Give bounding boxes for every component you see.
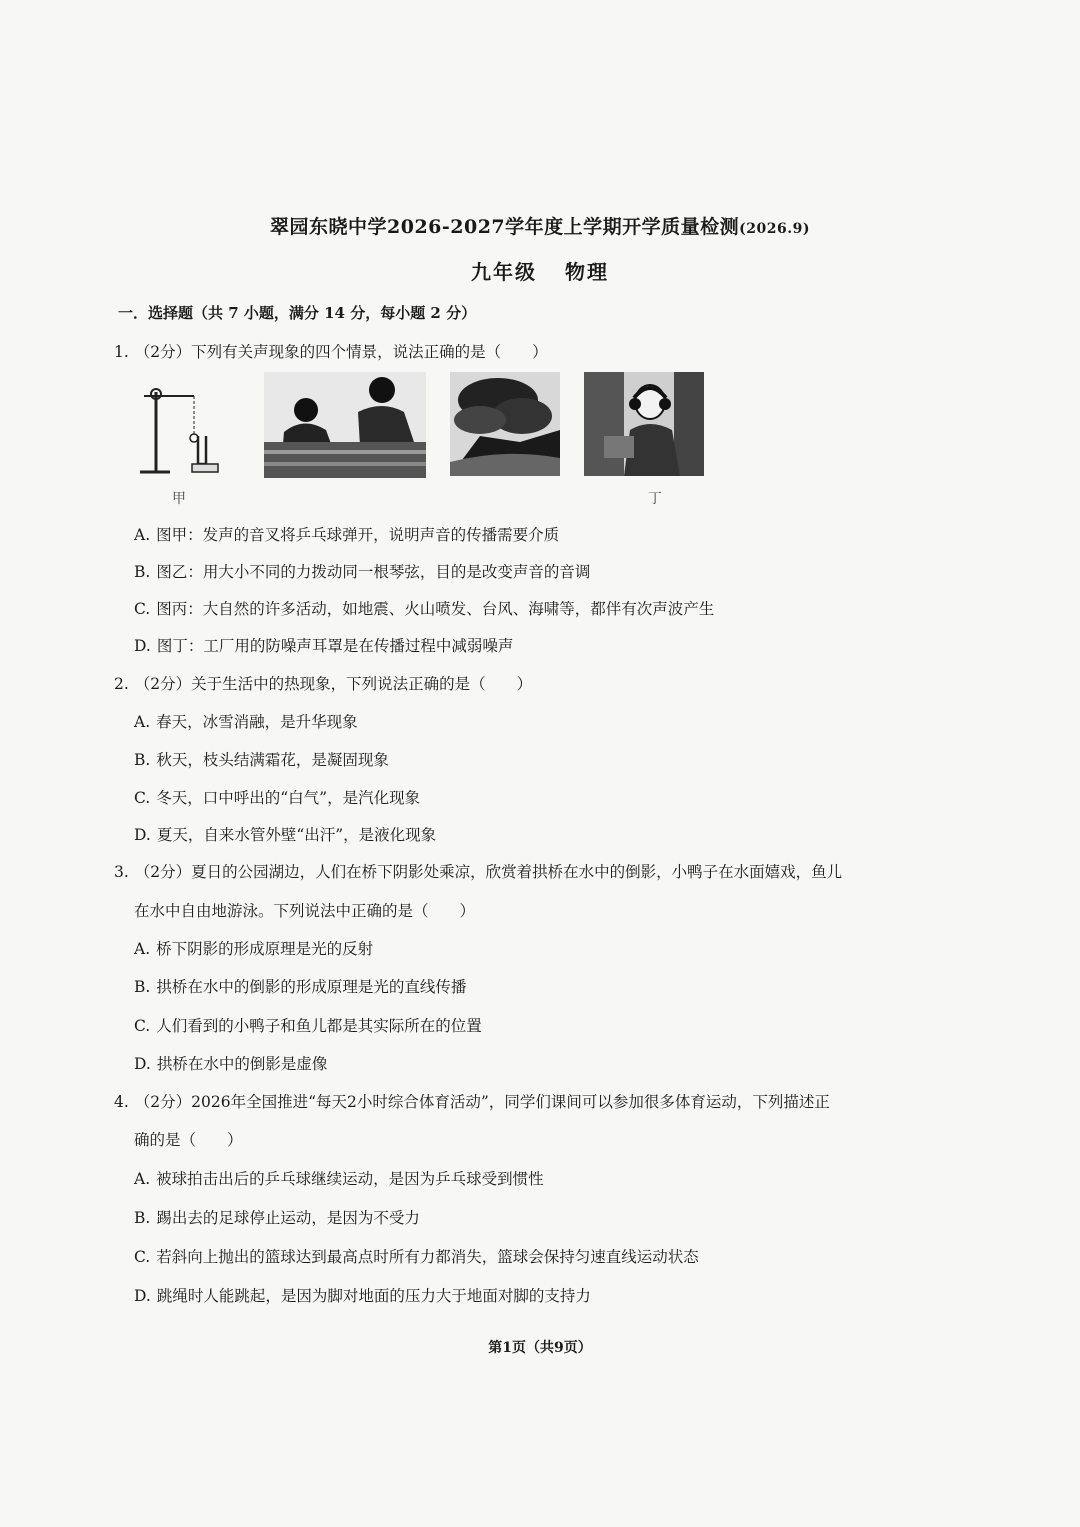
option-text: 图乙：用大小不同的力拨动同一根琴弦，目的是改变声音的音调 xyxy=(156,563,591,581)
tuning-fork-figure xyxy=(134,372,234,482)
option-label: A. xyxy=(134,1170,151,1188)
question-stem: （2分）2026年全国推进“每天2小时综合体育活动”，同学们课间可以参加很多体育运动，下列描述正 xyxy=(134,1093,830,1111)
option-text: 人们看到的小鸭子和鱼儿都是其实际所在的位置 xyxy=(156,1017,482,1035)
option-3c[interactable] xyxy=(134,1014,482,1036)
option-label: D. xyxy=(134,1287,151,1305)
option-text: 冬天，口中呼出的“白气”，是汽化现象 xyxy=(156,789,421,807)
option-text: 秋天，枝头结满霜花，是凝固现象 xyxy=(156,751,389,769)
option-label: B. xyxy=(134,1209,151,1227)
option-text: 图丁：工厂用的防噪声耳罩是在传播过程中减弱噪声 xyxy=(156,637,514,655)
option-text: 踢出去的足球停止运动，是因为不受力 xyxy=(156,1209,420,1227)
subject-label: 物理 xyxy=(565,260,609,284)
option-2d[interactable] xyxy=(134,823,436,845)
option-2a[interactable] xyxy=(134,710,358,732)
option-1d[interactable] xyxy=(134,634,513,656)
option-4d[interactable] xyxy=(134,1284,591,1306)
option-label: A. xyxy=(134,526,151,544)
option-label: D. xyxy=(134,826,151,844)
option-text: 桥下阴影的形成原理是光的反射 xyxy=(156,940,374,958)
option-label: C. xyxy=(134,600,151,618)
option-text: 若斜向上抛出的篮球达到最高点时所有力都消失，篮球会保持匀速直线运动状态 xyxy=(156,1248,699,1266)
option-text: 拱桥在水中的倒影是虚像 xyxy=(156,1055,328,1073)
exam-subtitle xyxy=(0,256,1080,285)
option-label: B. xyxy=(134,751,151,769)
ear-muffs-photo xyxy=(584,372,704,476)
option-label: D. xyxy=(134,637,151,655)
option-label: D. xyxy=(134,1055,151,1073)
option-4c[interactable] xyxy=(134,1245,699,1267)
option-label: B. xyxy=(134,978,151,996)
volcano-photo xyxy=(450,372,560,476)
question-stem: （2分）下列有关声现象的四个情景，说法正确的是（ ） xyxy=(134,343,548,361)
option-text: 拱桥在水中的倒影的形成原理是光的直线传播 xyxy=(156,978,467,996)
option-3d[interactable] xyxy=(134,1052,327,1074)
question-number: 1. xyxy=(114,343,129,361)
question-2 xyxy=(114,672,532,694)
option-label: C. xyxy=(134,1248,151,1266)
option-3a[interactable] xyxy=(134,937,373,959)
option-text: 图丙：大自然的许多活动，如地震、火山喷发、台风、海啸等，都伴有次声波产生 xyxy=(156,600,715,618)
question-stem: （2分）关于生活中的热现象，下列说法正确的是（ ） xyxy=(134,675,533,693)
option-label: A. xyxy=(134,713,151,731)
figure-label-jia: 甲 xyxy=(172,491,186,507)
option-label: B. xyxy=(134,563,151,581)
question-number: 4. xyxy=(114,1093,129,1111)
exam-title xyxy=(0,212,1080,239)
figure-label-ding: 丁 xyxy=(648,491,662,507)
option-text: 春天，冰雪消融，是升华现象 xyxy=(156,713,358,731)
question-4 xyxy=(114,1090,830,1112)
question-number: 3. xyxy=(114,863,129,881)
option-1b[interactable] xyxy=(134,560,590,582)
question-3-continued: 在水中自由地游泳。下列说法中正确的是（ ） xyxy=(134,902,476,920)
question-stem: （2分）夏日的公园湖边，人们在桥下阴影处乘凉，欣赏着拱桥在水中的倒影，小鸭子在水面嬉戏，鱼儿 xyxy=(134,863,843,881)
grade-label: 九年级 xyxy=(471,260,537,284)
option-text: 跳绳时人能跳起，是因为脚对地面的压力大于地面对脚的支持力 xyxy=(156,1287,591,1305)
question-1-figures xyxy=(134,372,714,482)
option-3b[interactable] xyxy=(134,975,466,997)
option-text: 图甲：发声的音叉将乒乓球弹开，说明声音的传播需要介质 xyxy=(156,526,560,544)
option-1a[interactable] xyxy=(134,523,559,545)
exam-date: (2026.9) xyxy=(739,221,810,237)
question-number: 2. xyxy=(114,675,129,693)
option-text: 夏天，自来水管外壁“出汗”，是液化现象 xyxy=(156,826,437,844)
title-text: 翠园东晓中学2026-2027学年度上学期开学质量检测 xyxy=(270,216,740,238)
question-4-continued: 确的是（ ） xyxy=(134,1131,243,1149)
page-footer: 第1页（共9页） xyxy=(488,1340,592,1356)
option-text: 被球拍击出后的乒乓球继续运动，是因为乒乓球受到惯性 xyxy=(156,1170,544,1188)
question-1 xyxy=(114,340,548,362)
option-label: A. xyxy=(134,940,151,958)
question-3 xyxy=(114,860,842,882)
option-2b[interactable] xyxy=(134,748,389,770)
option-label: C. xyxy=(134,789,151,807)
option-1c[interactable] xyxy=(134,597,714,619)
option-label: C. xyxy=(134,1017,151,1035)
section-heading: 一．选择题（共 7 小题，满分 14 分，每小题 2 分） xyxy=(118,304,477,322)
zither-photo xyxy=(264,372,426,478)
option-4b[interactable] xyxy=(134,1206,420,1228)
option-4a[interactable] xyxy=(134,1167,544,1189)
option-2c[interactable] xyxy=(134,786,420,808)
